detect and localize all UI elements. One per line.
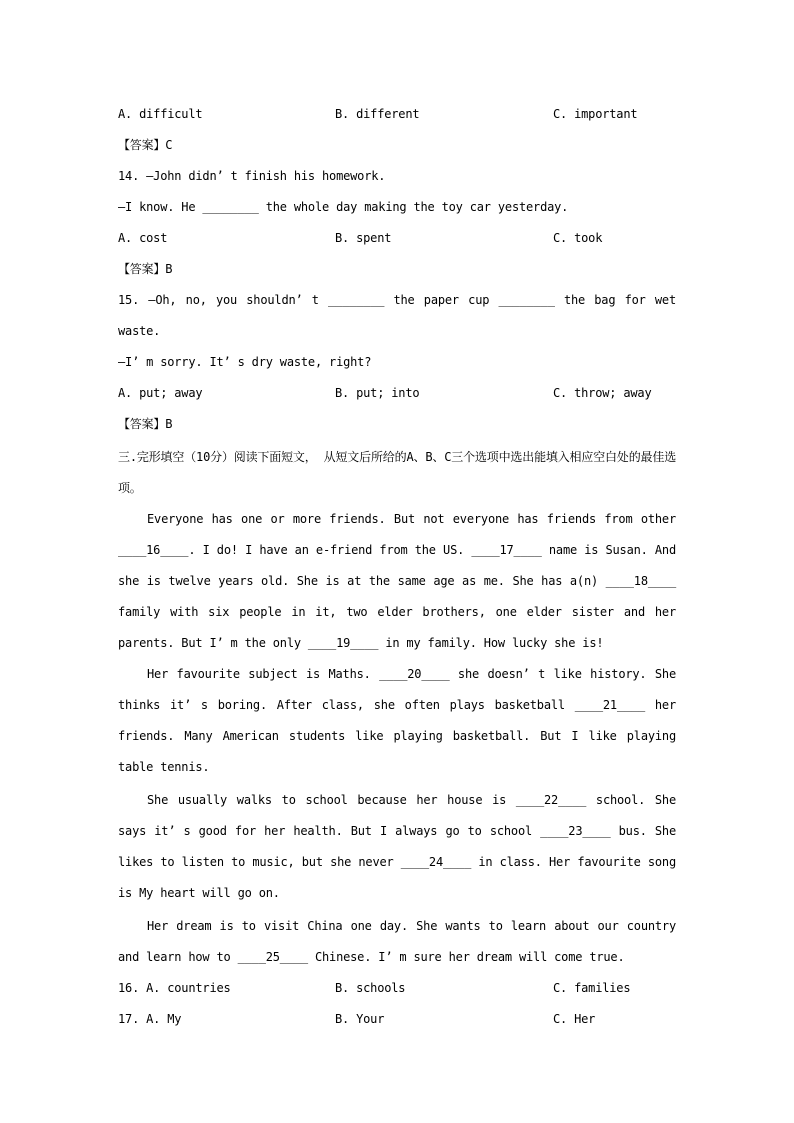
q13-options-row <box>118 99 676 130</box>
q17-options-row <box>118 1004 676 1035</box>
q17-option-c: C. Her <box>553 1012 596 1026</box>
q17-option-a: 17. A. My <box>118 1012 182 1026</box>
q14-stem-line2: —I know. He ________ the whole day making the toy car yesterday. <box>118 200 569 214</box>
q14-option-b: B. spent <box>335 231 392 245</box>
q14-stem-line1: 14. —John didn’ t finish his homework. <box>118 169 386 183</box>
cloze-paragraph-4: Her dream is to visit China one day. She wants to learn about our country and learn how to ____25____ Chinese. I’ m sure her dream will come true. <box>118 919 676 964</box>
q14-option-c: C. took <box>553 231 603 245</box>
cloze-paragraph-2: Her favourite subject is Maths. ____20____ she doesn’ t like history. She thinks it’ s boring. After class, she often plays basketball ____21____ her friends. Many American students like playing basketball. But I like playing table tennis. <box>118 667 676 774</box>
q15-option-b: B. put; into <box>335 386 420 400</box>
q13-option-b: B. different <box>335 107 420 121</box>
q14-option-a: A. cost <box>118 231 168 245</box>
q13-answer-line: 【答案】C <box>118 138 173 152</box>
cloze-paragraph-1: Everyone has one or more friends. But not everyone has friends from other ____16____. I do! I have an e-friend from the US. ____17____ name is Susan. And she is twelve years old. She is at the same age as me. She has a(n) ____18____ family with six people in it, two elder brothers, one elder sister and her parents. But I’ m the only ____19____ in my family. How lucky she is! <box>118 512 676 650</box>
q15-stem-line2: —I’ m sorry. It’ s dry waste, right? <box>118 355 372 369</box>
q16-option-b: B. schools <box>335 981 406 995</box>
q13-option-a: A. difficult <box>118 107 203 121</box>
cloze-paragraph-3: She usually walks to school because her house is ____22____ school. She says it’ s good for her health. But I always go to school ____23____ bus. She likes to listen to music, but she never ____24____ in class. Her favourite song is My heart will go on. <box>118 793 676 900</box>
q15-stem-line1: 15. —Oh, no, you shouldn’ t ________ the paper cup ________ the bag for wet waste. <box>118 293 676 338</box>
q16-option-c: C. families <box>553 981 631 995</box>
q15-option-c: C. throw; away <box>553 386 652 400</box>
q15-options-row <box>118 378 676 409</box>
cloze-section-heading: 三.完形填空（10分）阅读下面短文， 从短文后所给的A、B、C三个选项中选出能填入相应空白处的最佳选项。 <box>118 450 676 495</box>
q15-option-a: A. put; away <box>118 386 203 400</box>
q13-option-c: C. important <box>553 107 638 121</box>
q17-option-b: B. Your <box>335 1012 385 1026</box>
q16-options-row <box>118 973 676 1004</box>
q14-answer-line: 【答案】B <box>118 262 173 276</box>
q14-options-row <box>118 223 676 254</box>
q15-answer-line: 【答案】B <box>118 417 173 431</box>
q16-option-a: 16. A. countries <box>118 981 231 995</box>
